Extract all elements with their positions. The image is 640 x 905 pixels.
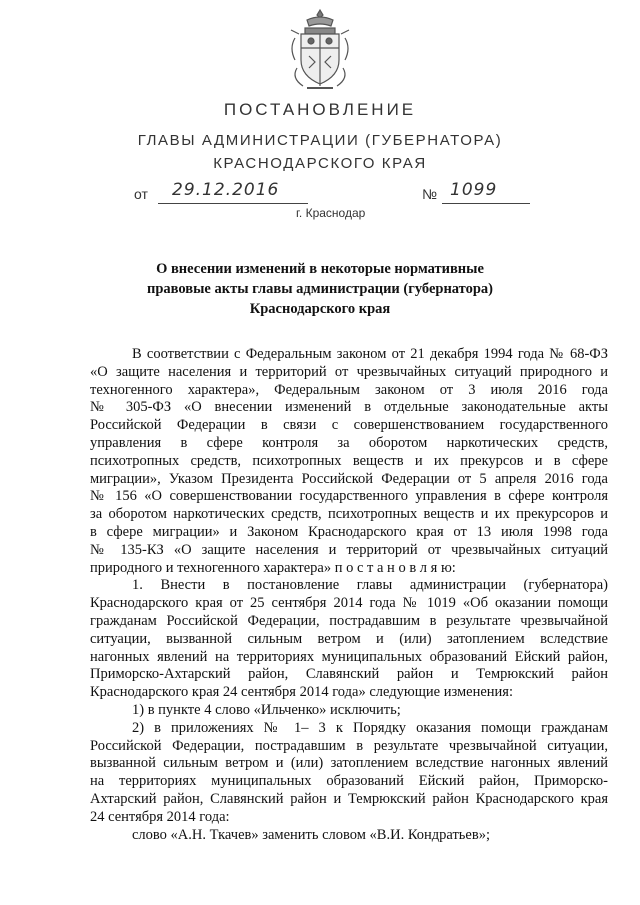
- date-prefix: от: [134, 186, 148, 202]
- body-line: ситуации, вызванной сильным ветром и (или) затоплением вследствие: [90, 630, 608, 647]
- issuer-heading: ГЛАВЫ АДМИНИСТРАЦИИ (ГУБЕРНАТОРА): [137, 132, 503, 149]
- date-underline: [158, 203, 308, 204]
- body-line: нагонных явлений на территориях муниципальных образований Ейский район,: [90, 648, 608, 665]
- body-line: природного и техногенного характера» п о с т а н о в л я ю:: [90, 559, 456, 576]
- body-line: 2) в приложениях № 1– 3 к Порядку оказания помощи гражданам: [132, 719, 608, 736]
- body-line: за оборотом наркотических средств, психотропных веществ и их прекурсоров и: [90, 506, 608, 523]
- body-line: 1) в пункте 4 слово «Ильченко» исключить;: [132, 701, 401, 718]
- body-line: Ахтарский район, Славянский район и Темрюкский район Краснодарского края: [90, 790, 608, 807]
- number-underline: [442, 203, 530, 204]
- body-line: вызванной сильным ветром и (или) затоплением вследствие нагонных явлений: [90, 755, 608, 772]
- body-line: № 156 «О совершенствовании государственного управления в сфере контроля: [90, 488, 608, 505]
- body-line: в сфере миграции» и Законом Краснодарского края от 13 июля 1998 года: [90, 523, 608, 540]
- body-line: психотропных средств, психотропных веществ и их прекурсов и в сфере: [90, 452, 608, 469]
- body-line: слово «А.Н. Ткачев» заменить словом «В.И. Кондратьев»;: [132, 826, 490, 843]
- body-line: 24 сентября 2014 года:: [90, 808, 230, 825]
- document-body: [90, 346, 608, 844]
- body-line: 1. Внести в постановление главы администрации (губернатора): [132, 577, 608, 594]
- title-line: О внесении изменений в некоторые нормативные: [156, 261, 484, 277]
- coat-of-arms-icon: [287, 8, 353, 92]
- body-line: Краснодарского края от 25 сентября 2014 года № 1019 «Об оказании помощи: [90, 595, 608, 612]
- date-value: 29.12.2016: [172, 180, 280, 200]
- region-heading: КРАСНОДАРСКОГО КРАЯ: [213, 155, 427, 172]
- title-line: правовые акты главы администрации (губернатора): [146, 281, 494, 297]
- body-line: Российской Федерации, пострадавшим в результате чрезвычайной ситуации,: [90, 737, 608, 754]
- body-line: миграции», Указом Президента Российской Федерации от 5 апреля 2016 года: [90, 470, 608, 487]
- body-line: гражданам Российской Федерации, пострадавшим в результате чрезвычайной: [90, 612, 608, 629]
- body-line: на территориях муниципальных образований Ейский район, Приморско-: [90, 773, 608, 790]
- number-prefix: №: [422, 186, 438, 202]
- document-type-heading: ПОСТАНОВЛЕНИЕ: [223, 100, 417, 119]
- number-value: 1099: [450, 180, 498, 200]
- body-line: «О защите населения и территорий от чрезвычайных ситуаций природного и: [90, 363, 608, 380]
- body-line: управления в сфере контроля за оборотом наркотических средств,: [90, 434, 608, 451]
- body-line: № 305-ФЗ «О внесении изменений в отдельные законодательные акты: [90, 399, 608, 416]
- body-line: техногенного характера», Федеральным законом от 3 июля 2016 года: [90, 381, 608, 398]
- city-label: г. Краснодар: [296, 206, 366, 220]
- body-line: Краснодарского края 24 сентября 2014 года» следующие изменения:: [90, 684, 513, 701]
- document-title: [0, 259, 640, 319]
- body-line: Приморско-Ахтарский район, Славянский район и Темрюкский район: [90, 666, 608, 683]
- body-line: В соответствии с Федеральным законом от 21 декабря 1994 года № 68-ФЗ: [132, 346, 608, 362]
- body-line: Российской Федерации в связи с совершенствованием государственного: [90, 417, 608, 434]
- title-line: Краснодарского края: [249, 301, 391, 317]
- body-line: № 135-КЗ «О защите населения и территорий от чрезвычайных ситуаций: [90, 541, 608, 558]
